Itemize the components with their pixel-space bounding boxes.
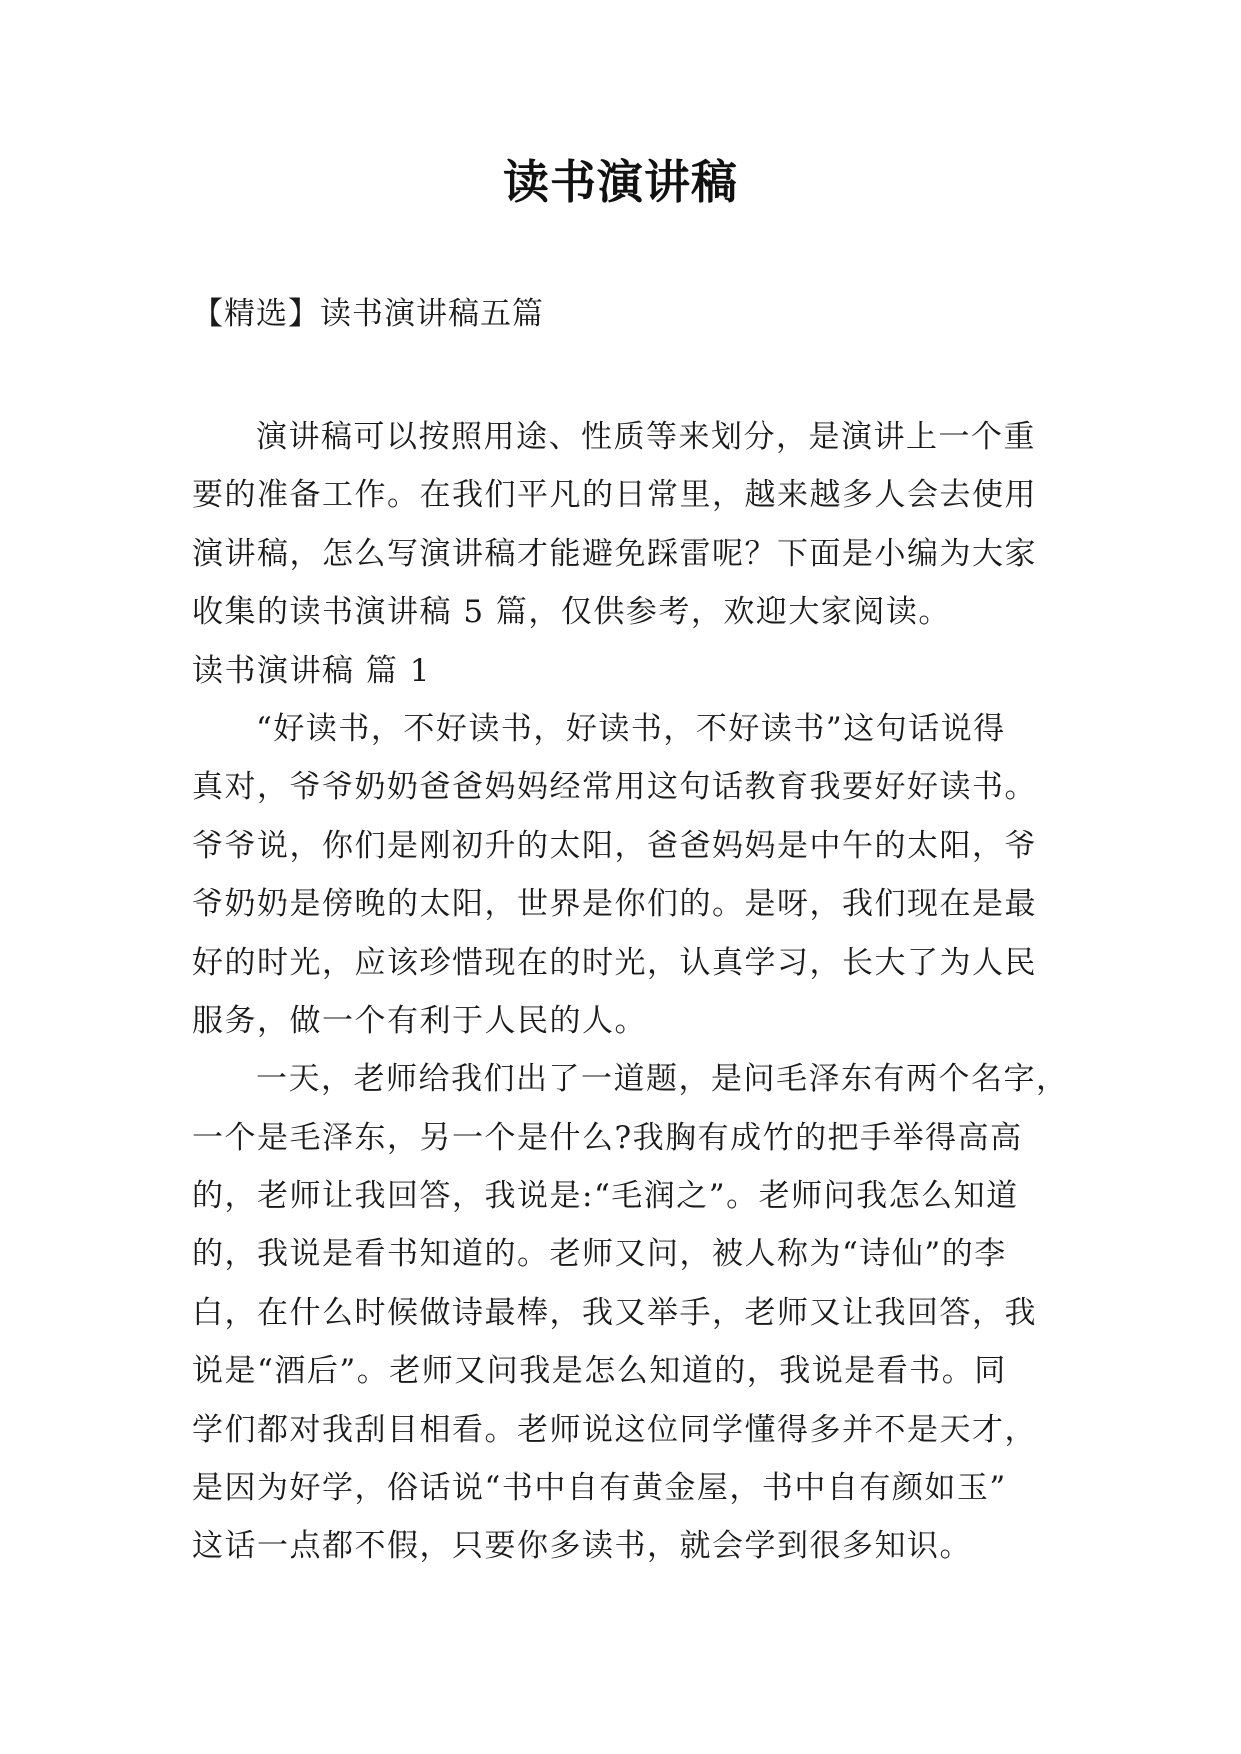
text-line: 是因为好学，俗话说“书中自有黄金屋，书中自有颜如玉” <box>192 1470 1007 1507</box>
text-line: 学们都对我刮目相看。老师说这位同学懂得多并不是天才， <box>192 1411 1037 1448</box>
text-line: 要的准备工作。在我们平凡的日常里，越来越多人会去使用 <box>192 477 1037 514</box>
text-line: 好的时光，应该珍惜现在的时光，认真学习，长大了为人民 <box>192 944 1037 981</box>
page-title: 读书演讲稿 <box>503 155 738 209</box>
text-line: 说是“酒后”。老师又问我是怎么知道的，我说是看书。同 <box>192 1353 1007 1390</box>
text-line: 演讲稿可以按照用途、性质等来划分，是演讲上一个重 <box>256 419 1036 455</box>
text-line: 爷奶奶是傍晚的太阳，世界是你们的。是呀，我们现在是最 <box>192 886 1037 923</box>
text-line: 这话一点都不假，只要你多读书，就会学到很多知识。 <box>192 1528 972 1565</box>
text-line: 一个是毛泽东，另一个是什么?我胸有成竹的把手举得高高 <box>192 1119 1023 1156</box>
text-line: 白，在什么时候做诗最棒，我又举手，老师又让我回答，我 <box>192 1294 1037 1331</box>
text-line: 服务，做一个有利于人民的人。 <box>192 1002 647 1039</box>
text-line: 演讲稿，怎么写演讲稿才能避免踩雷呢？下面是小编为大家 <box>192 535 1037 572</box>
text-line: 的，老师让我回答，我说是:“毛润之”。老师问我怎么知道 <box>192 1178 1019 1215</box>
text-line: 收集的读书演讲稿 5 篇，仅供参考，欢迎大家阅读。 <box>192 594 951 631</box>
text-line: 读书演讲稿 篇 1 <box>192 652 431 689</box>
document-subtitle: 【精选】读书演讲稿五篇 <box>192 296 544 332</box>
text-line: 爷爷说，你们是刚初升的太阳，爸爸妈妈是中午的太阳，爷 <box>192 827 1037 864</box>
text-line: “好读书，不好读书，好读书，不好读书”这句话说得 <box>256 710 1006 747</box>
text-line: 真对，爷爷奶奶爸爸妈妈经常用这句话教育我要好好读书。 <box>192 769 1037 806</box>
text-line: 的，我说是看书知道的。老师又问，被人称为“诗仙”的李 <box>192 1236 1007 1273</box>
document-body <box>192 408 1072 1576</box>
text-line: 一天，老师给我们出了一道题，是问毛泽东有两个名字， <box>256 1061 1069 1098</box>
